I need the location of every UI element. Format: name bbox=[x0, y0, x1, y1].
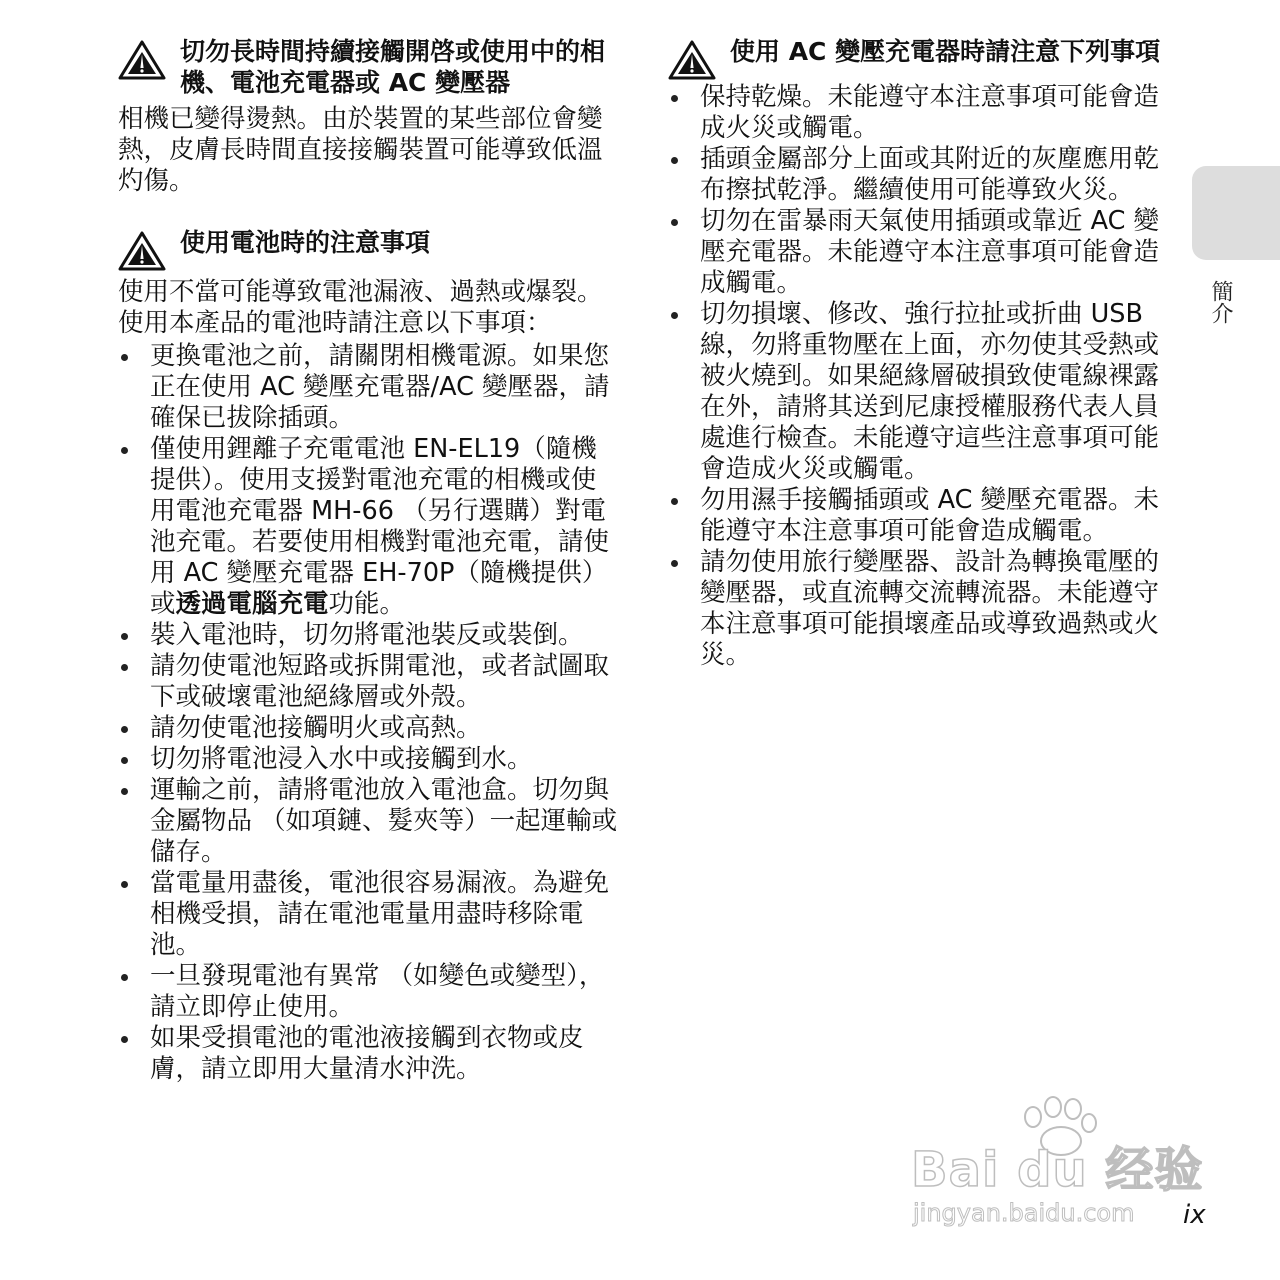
section-heading-ac-adapter bbox=[668, 36, 1168, 80]
list-item bbox=[668, 299, 1168, 485]
list-item-text: 切勿在雷暴雨天氣使用插頭或靠近 AC 變壓充電器。未能遵守本注意事項可能會造成觸電。 bbox=[700, 206, 1160, 298]
section-body: 使用不當可能導致電池漏液、過熱或爆裂。使用本產品的電池時請注意以下事項： bbox=[118, 277, 603, 338]
section-tab[interactable] bbox=[1192, 166, 1280, 260]
bullet-icon bbox=[121, 664, 128, 671]
bullet-icon bbox=[121, 354, 128, 361]
bullet-icon bbox=[121, 1036, 128, 1043]
bullet-icon bbox=[121, 726, 128, 733]
list-item-text: 裝入電池時，切勿將電池裝反或裝倒。 bbox=[150, 620, 584, 650]
section-heading-contact-heat bbox=[118, 36, 618, 98]
charge-by-computer-link-text: 透過電腦充電 bbox=[175, 589, 329, 619]
list-item bbox=[118, 341, 618, 434]
list-item-text: 插頭金屬部分上面或其附近的灰塵應用乾布擦拭乾淨。繼續使用可能導致火災。 bbox=[700, 144, 1160, 205]
section-body: 相機已變得燙熱。由於裝置的某些部位會變熱，皮膚長時間直接接觸裝置可能導致低溫灼傷。 bbox=[118, 104, 603, 196]
list-item-text: 勿用濕手接觸插頭或 AC 變壓充電器。未能遵守本注意事項可能會造成觸電。 bbox=[700, 485, 1160, 546]
bullet-icon bbox=[671, 157, 678, 164]
list-item bbox=[118, 651, 618, 713]
list-item bbox=[118, 620, 618, 651]
list-item-text: 當電量用盡後，電池很容易漏液。為避免相機受損，請在電池電量用盡時移除電池。 bbox=[150, 868, 610, 960]
watermark-brand: Bai du 经验 bbox=[911, 1142, 1204, 1198]
bullet-icon bbox=[121, 974, 128, 981]
watermark-url: jingyan.baidu.com bbox=[913, 1199, 1135, 1227]
list-item bbox=[118, 868, 618, 961]
warning-triangle-icon bbox=[668, 40, 716, 80]
list-item-text: 保持乾燥。未能遵守本注意事項可能會造成火災或觸電。 bbox=[700, 82, 1160, 143]
left-column bbox=[118, 36, 618, 1085]
list-item-text: 更換電池之前，請關閉相機電源。如果您正在使用 AC 變壓充電器/AC 變壓器，請確保已拔除插頭。 bbox=[150, 341, 610, 433]
list-item bbox=[668, 547, 1168, 671]
list-item bbox=[668, 82, 1168, 144]
list-item-text: 切勿將電池浸入水中或接觸到水。 bbox=[150, 744, 533, 774]
list-item-text: 請勿使用旅行變壓器、設計為轉換電壓的變壓器，或直流轉交流轉流器。未能遵守本注意事項可能損壞產品或導致過熱或火災。 bbox=[700, 547, 1160, 670]
list-item-text: 僅使用鋰離子充電電池 EN-EL19（隨機提供）。使用支援對電池充電的相機或使用電池充電器 MH-66 （另行選購）對電池充電。若要使用相機對電池充電，請使用 AC 變壓充電器 EH-70P（隨機提供）或 bbox=[150, 434, 610, 619]
bullet-icon bbox=[671, 95, 678, 102]
list-item bbox=[118, 775, 618, 868]
bullet-icon bbox=[121, 788, 128, 795]
heading-text: 使用 AC 變壓充電器時請注意下列事項 bbox=[730, 37, 1161, 66]
page-number: ix bbox=[1183, 1200, 1206, 1230]
list-item-text: 請勿使電池短路或拆開電池，或者試圖取下或破壞電池絕緣層或外殼。 bbox=[150, 651, 610, 712]
list-item bbox=[118, 713, 618, 744]
bullet-icon bbox=[121, 757, 128, 764]
bullet-icon bbox=[121, 633, 128, 640]
section-tab-label: 簡介 bbox=[1208, 280, 1233, 324]
bullet-icon bbox=[121, 447, 128, 454]
list-item bbox=[668, 485, 1168, 547]
bullet-icon bbox=[671, 498, 678, 505]
baidu-watermark bbox=[905, 1095, 1205, 1235]
list-item-text: 如果受損電池的電池液接觸到衣物或皮膚，請立即用大量清水沖洗。 bbox=[150, 1023, 584, 1084]
bullet-icon bbox=[671, 219, 678, 226]
list-item-text: 請勿使電池接觸明火或高熱。 bbox=[150, 713, 482, 743]
heading-text: 使用電池時的注意事項 bbox=[180, 228, 431, 257]
bullet-icon bbox=[121, 881, 128, 888]
right-column bbox=[668, 36, 1168, 671]
list-item-text: 一旦發現電池有異常 （如變色或變型），請立即停止使用。 bbox=[150, 961, 605, 1022]
list-item bbox=[668, 144, 1168, 206]
list-item bbox=[118, 961, 618, 1023]
list-item bbox=[118, 1023, 618, 1085]
ac-adapter-precautions-list bbox=[668, 82, 1168, 671]
section-heading-battery bbox=[118, 227, 618, 271]
list-item bbox=[668, 206, 1168, 299]
list-item-text: 運輸之前，請將電池放入電池盒。切勿與金屬物品 （如項鏈、髮夾等）一起運輸或儲存。 bbox=[150, 775, 618, 867]
bullet-icon bbox=[671, 560, 678, 567]
list-item-text-tail: 功能。 bbox=[328, 589, 406, 619]
heading-text: 切勿長時間持續接觸開啓或使用中的相機、電池充電器或 AC 變壓器 bbox=[180, 37, 606, 97]
battery-precautions-list bbox=[118, 341, 618, 1085]
warning-triangle-icon bbox=[118, 40, 166, 80]
bullet-icon bbox=[671, 312, 678, 319]
list-item-text: 切勿損壞、修改、強行拉扯或折曲 USB 線，勿將重物壓在上面，亦勿使其受熱或被火燒到。如果絕緣層破損致使電線裸露在外，請將其送到尼康授權服務代表人員處進行檢查。未能遵守這些注意事項可能會造成火災或觸電。 bbox=[700, 299, 1160, 484]
list-item bbox=[118, 434, 618, 620]
warning-triangle-icon bbox=[118, 231, 166, 271]
list-item bbox=[118, 744, 618, 775]
